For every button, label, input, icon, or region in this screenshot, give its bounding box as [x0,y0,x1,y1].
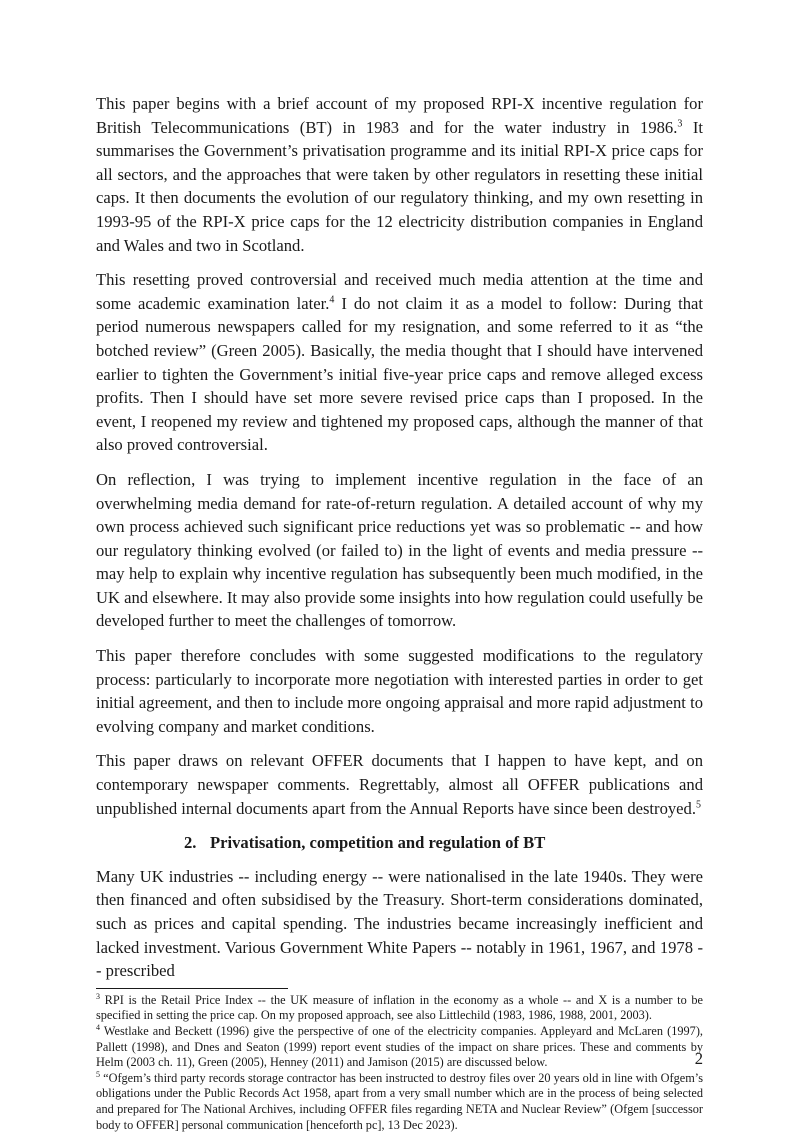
page-number: 2 [694,1049,703,1068]
paragraph-text: This paper therefore concludes with some suggested modifications to the regulatory process: particularly to incorporate more negotiation with interested parties in order to get initial agreement, and then to include more ongoing appraisal and more rapid adjustment to evolving company and market conditions. [96,646,703,736]
paragraph-text: I do not claim it as a model to follow: During that period numerous newspapers called for my resignation, and some referred to it as “the botched review” (Green 2005). Basically, the media thought that I should have intervened earlier to tighten the Government’s initial five-year price caps and remove alleged excess profits. Then I should have set more severe revised price caps than I proposed. In the event, I reopened my review and tightened my proposed caps, although the manner of that also proved controversial. [96,293,703,455]
paragraph-text: Many UK industries -- including energy -- were nationalised in the late 1940s. They were then financed and often subsidised by the Treasury. Short-term considerations dominated, such as prices and capital spending. The industries became increasingly inefficient and lacked investment. Various Government White Papers -- notably in 1961, 1967, and 1978 -- prescribed [96,866,703,981]
body-paragraph [96,865,703,983]
body-paragraph [96,749,703,820]
section-title: Privatisation, competition and regulation of BT [210,833,546,853]
footnote-3 [96,993,703,1024]
document-page [96,92,703,1133]
footnote-text: RPI is the Retail Price Index -- the UK measure of inflation in the economy as a whole -- and X is a number to be specified in setting the price cap. On my proposed approach, see also Littlechild (1983, 1986, 1988, 2001, 2003). [96,992,703,1023]
footnote-text: “Ofgem’s third party records storage contractor has been instructed to destroy files over 20 years old in line with Ofgem’s obligations under the Public Records Act 1958, apart from a very small number which are in the process of being selected and prepared for The National Archives, including OFFER files regarding NETA and Nuclear Review” (Ofgem [successor body to OFFER] personal communication [henceforth pc], 13 Dec 2023). [96,1070,703,1132]
footnote-5 [96,1071,703,1133]
body-paragraph [96,92,703,257]
footnote-text: Westlake and Beckett (1996) give the perspective of one of the electricity companies. Appleyard and McLaren (1997), Pallett (1998), and Dnes and Seaton (1999) report event studies of the impact on share prices. These and comments by Helm (2003 ch. 11), Green (2005), Henney (2011) and Jamison (2015) are discussed below. [96,1023,703,1070]
paragraph-text: It summarises the Government’s privatisation programme and its initial RPI-X price caps for all sectors, and the approaches that were taken by other regulators in resetting these initial caps. It then documents the evolution of our regulatory thinking, and my own resetting in 1993-95 of the RPI-X price caps for the 12 electricity distribution companies in England and Wales and two in Scotland. [96,117,703,255]
footnote-number: 4 [96,1022,100,1032]
footnote-separator [96,988,288,989]
footnote-4 [96,1024,703,1071]
footnote-number: 5 [96,1069,100,1079]
paragraph-text: This resetting proved controversial and received much media attention at the time and some academic examination later. [96,270,703,313]
footnotes [96,993,703,1133]
footnote-number: 3 [96,991,100,1001]
paragraph-text: This paper draws on relevant OFFER documents that I happen to have kept, and on contemporary newspaper comments. Regrettably, almost all OFFER publications and unpublished internal documents apart from the Annual Reports have since been destroyed. [96,751,703,818]
footnote-marker[interactable]: 4 [329,294,335,306]
body-paragraph [96,644,703,738]
paragraph-text: This paper begins with a brief account of my proposed RPI-X incentive regulation for British Telecommunications (BT) in 1983 and for the water industry in 1986. [96,94,703,137]
footnote-marker[interactable]: 3 [677,118,683,130]
paragraph-text: On reflection, I was trying to implement incentive regulation in the face of an overwhelming media demand for rate-of-return regulation. A detailed account of why my own process achieved such significant price reductions yet was so problematic -- and how our regulatory thinking evolved (or failed to) in the light of events and media pressure -- may help to explain why incentive regulation has subsequently been much modified, in the UK and elsewhere. It may also provide some insights into how regulation could usefully be developed further to meet the challenges of tomorrow. [96,469,703,631]
body-paragraph [96,268,703,457]
section-heading [184,831,703,855]
body-paragraph [96,468,703,633]
footnote-marker[interactable]: 5 [695,799,701,811]
section-number: 2. [184,833,197,853]
